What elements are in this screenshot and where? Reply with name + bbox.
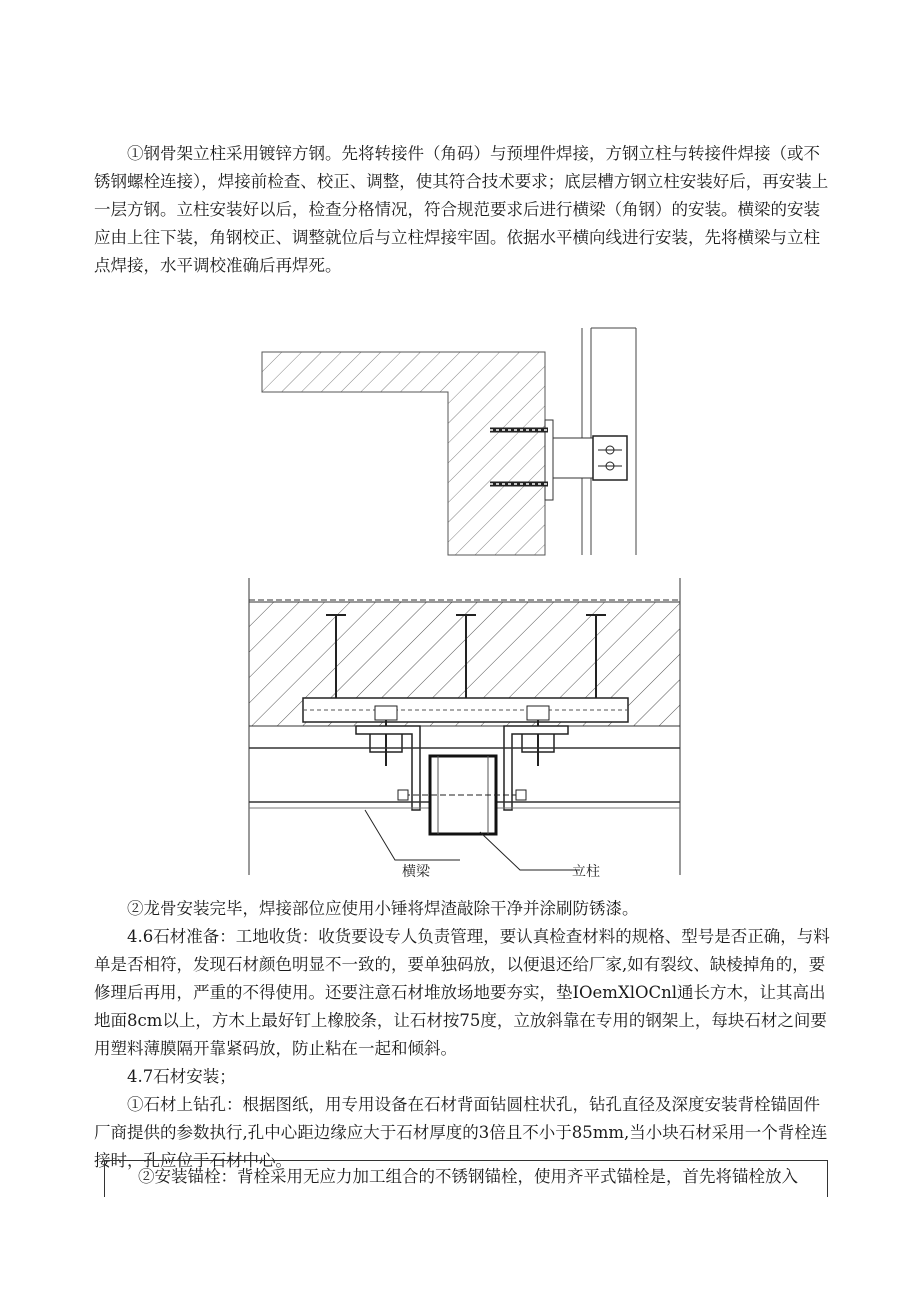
figure-plan-detail [0,0,920,570]
label-column: 立柱 [572,864,600,880]
angle-bracket [553,438,593,478]
paragraph-1-text: ①钢骨架立柱采用镀锌方钢。先将转接件（角码）与预埋件焊接，方钢立柱与转接件焊接（或不锈钢螺栓连接），焊接前检查、校正、调整，使其符合技术要求；底层槽方钢立柱安装好后，再安装上一层方钢。立柱安装好以后，检查分格情况，符合规范要求后进行横梁（角钢）的安装。横梁的安装应由上往下装，角钢校正、调整就位后与立柱焊接牢固。依据水平横向线进行安装，先将横梁与立柱点焊接，水平调校准确后再焊死。 [94,144,829,275]
label-beam: 横梁 [402,864,430,880]
square-column [593,436,627,480]
bolt-right [522,706,554,766]
paragraph-3: 4.6石材准备：工地收货：收货要设专人负责管理，要认真检查材料的规格、型号是否正确，与料单是否相符，发现石材颜色明显不一致的，要单独码放，以便退还给厂家,如有裂纹、缺棱掉角的，要修理后再用，严重的不得使用。还要注意石材堆放场地要夯实，垫IOemXlOCnl通长方木，让其高出地面8cm以上，方木上最好钉上橡胶条，让石材按75度，立放斜靠在专用的钢架上，每块石材之间要用塑料薄膜隔开靠紧码放，防止粘在一起和倾斜。 [94,927,830,1058]
paragraph-6-wrapper [105,1163,827,1191]
paragraph-6: ②安装锚栓：背栓采用无应力加工组合的不锈钢锚栓，使用齐平式锚栓是，首先将锚栓放入 [138,1167,798,1186]
concrete-slab-outline [262,352,545,555]
bolt-left [370,706,402,766]
paragraph-5: ①石材上钻孔：根据图纸，用专用设备在石材背面钻圆柱状孔，钻孔直径及深度安装背栓锚固件厂商提供的参数执行,孔中心距边缘应大于石材厚度的3倍且不小于85mm,当小块石材采用一个背栓连接时，孔应位于石材中心。 [94,1095,828,1170]
body-text [94,895,834,1175]
paragraph-2: ②龙骨安装完毕，焊接部位应使用小锤将焊渣敲除干净并涂刷防锈漆。 [127,899,639,918]
paragraph-4: 4.7石材安装； [127,1067,236,1086]
figure-section-detail [0,570,920,890]
leader-column [480,832,580,870]
boxed-paragraph [104,1160,828,1197]
